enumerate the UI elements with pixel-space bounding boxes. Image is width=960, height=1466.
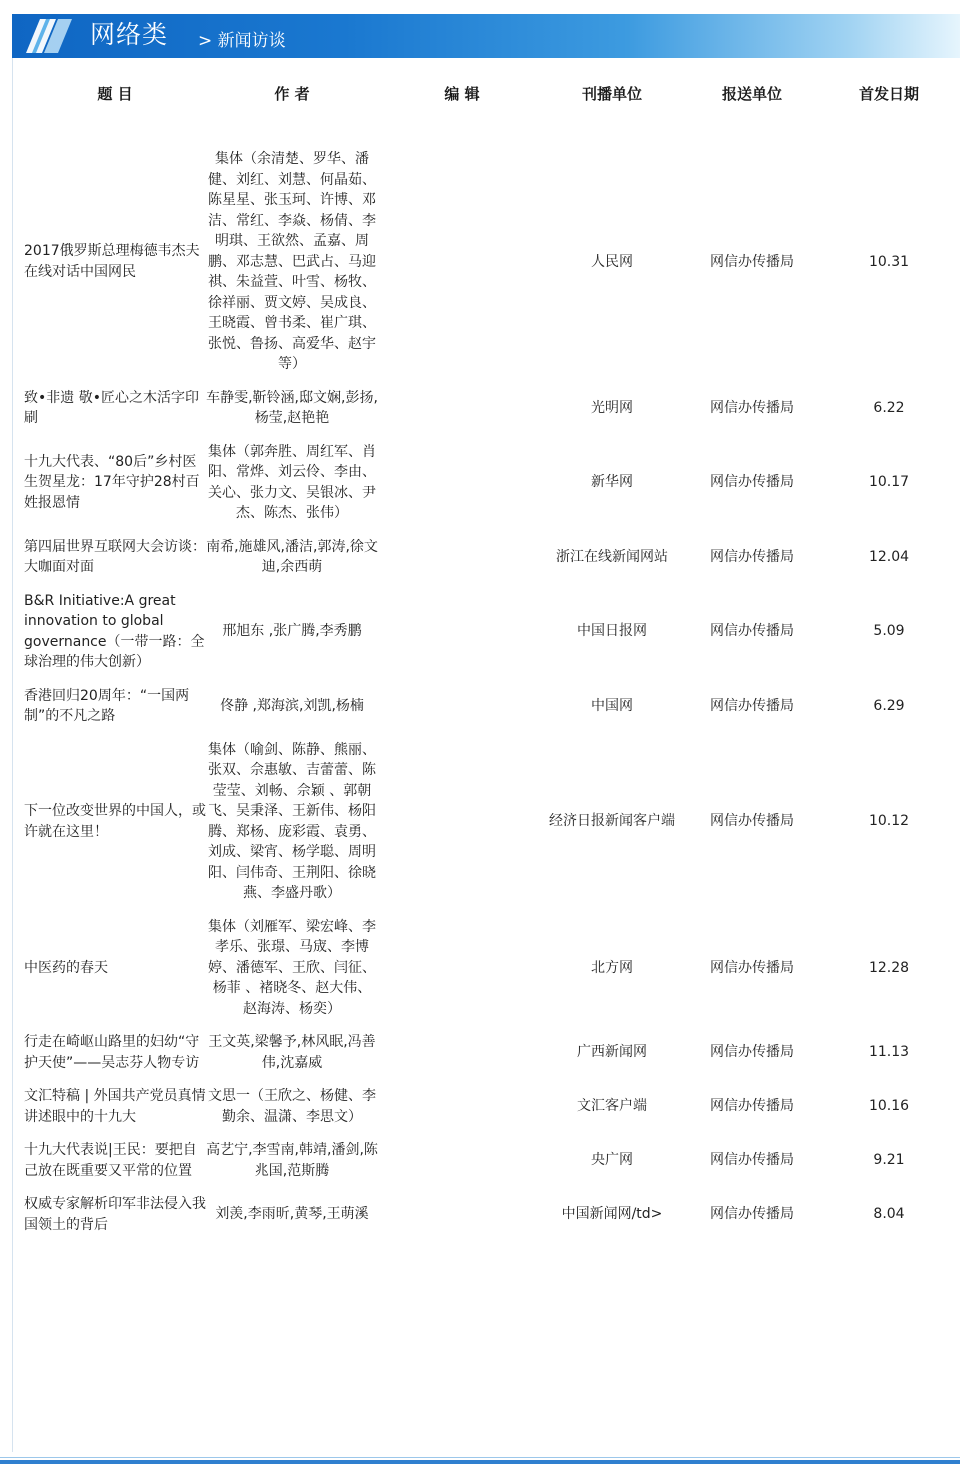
cell-date: 6.22 <box>873 399 905 416</box>
cell-editor <box>378 1134 546 1188</box>
cell-date: 6.29 <box>873 697 905 714</box>
cell-date: 10.16 <box>868 1098 910 1115</box>
cell-publisher: 中国日报网 <box>577 623 647 640</box>
cell-author: 文思一（王欣之、杨健、李勤余、温潇、李思文） <box>208 1088 376 1125</box>
cell-author: 刘羡,李雨昕,黄琴,王萌溪 <box>215 1206 369 1223</box>
cell-editor <box>378 1080 546 1134</box>
cell-editor <box>378 911 546 1027</box>
cell-date: 9.21 <box>873 1152 905 1169</box>
cell-author: 集体（余清楚、罗华、潘健、刘红、刘慧、何晶茹、陈星星、张玉珂、许博、邓洁、常红、李焱、杨倩、李明琪、王欲然、孟嘉、周鹏、邓志慧、巴武占、马迎祺、朱益萱、叶雪、杨牧、徐祥丽、贾文婷、吴成良、王晓霞、曾书柔、崔广琪、张悦、鲁扬、高爱华、赵宇等） <box>208 151 376 372</box>
cell-author: 邢旭东 ,张广腾,李秀鹏 <box>222 623 362 640</box>
cell-submitter: 网信办传播局 <box>710 1152 794 1169</box>
cell-submitter: 网信办传播局 <box>710 548 794 565</box>
header-editor: 编 辑 <box>444 84 480 103</box>
table-row <box>24 680 952 734</box>
cell-title: 第四届世界互联网大会访谈：大咖面对面 <box>24 538 206 575</box>
cell-date: 12.04 <box>868 548 910 565</box>
cell-title: 行走在崎岖山路里的妇幼“守护天使”——吴志芬人物专访 <box>24 1034 200 1071</box>
parallelogram-logo-icon <box>26 18 72 54</box>
table-header-row <box>24 72 952 114</box>
table-row <box>24 1026 952 1080</box>
cell-submitter: 网信办传播局 <box>710 399 794 416</box>
cell-publisher: 人民网 <box>591 253 633 270</box>
cell-author: 集体（刘雁军、梁宏峰、李孝乐、张璟、马宬、李博婷、潘德军、王欣、闫征、杨菲 、褚晓冬、赵大伟、赵海涛、杨奕） <box>208 918 376 1017</box>
header-submitter: 报送单位 <box>721 84 782 103</box>
cell-publisher: 新华网 <box>591 474 633 491</box>
cell-submitter: 网信办传播局 <box>710 253 794 270</box>
cell-title: 十九大代表、“80后”乡村医生贺星龙：17年守护28村百姓报恩情 <box>24 453 200 511</box>
cell-submitter: 网信办传播局 <box>710 1044 794 1061</box>
cell-date: 10.12 <box>868 813 910 830</box>
cell-publisher: 浙江在线新闻网站 <box>556 548 668 565</box>
cell-submitter: 网信办传播局 <box>710 959 794 976</box>
cell-editor <box>378 531 546 585</box>
cell-publisher: 文汇客户端 <box>577 1098 647 1115</box>
cell-editor <box>378 585 546 680</box>
cell-author: 王文英,梁馨予,林风眠,冯善伟,沈嘉威 <box>208 1034 376 1071</box>
table-row <box>24 585 952 680</box>
table-row <box>24 143 952 382</box>
cell-publisher: 中国网 <box>591 697 633 714</box>
cell-author: 高艺宁,李雪南,韩靖,潘剑,陈兆国,范斯腾 <box>206 1142 378 1179</box>
cell-title: 致•非遗 敬•匠心之木活字印刷 <box>24 389 199 426</box>
cell-title: 下一位改变世界的中国人，或许就在这里！ <box>24 803 206 840</box>
category-title: 网络类 <box>90 20 169 49</box>
table-row <box>24 382 952 436</box>
cell-submitter: 网信办传播局 <box>710 1098 794 1115</box>
cell-author: 南希,施雄风,潘洁,郭涛,徐文迪,余西萌 <box>206 538 378 575</box>
cell-date: 8.04 <box>873 1206 905 1223</box>
cell-editor <box>378 734 546 911</box>
cell-publisher: 经济日报新闻客户端 <box>549 813 675 830</box>
header-spacer <box>24 114 952 143</box>
cell-editor <box>378 382 546 436</box>
header-title: 题 目 <box>97 84 133 103</box>
cell-editor <box>378 436 546 531</box>
cell-author: 集体（喻剑、陈静、熊丽、张双、佘惠敏、吉蕾蕾、陈莹莹、刘畅、佘颖 、郭朝飞、吴秉泽、王新伟、杨阳腾、郑杨、庞彩霞、袁勇、刘成、梁宵、杨学聪、周明阳、闫伟奇、王荆阳、徐晓燕、李盛丹歌） <box>208 741 376 901</box>
cell-title: 文汇特稿 | 外国共产党员真情讲述眼中的十九大 <box>24 1088 206 1125</box>
table-row <box>24 734 952 911</box>
subcategory-link[interactable]: > 新闻访谈 <box>198 31 286 51</box>
cell-editor <box>378 143 546 382</box>
cell-submitter: 网信办传播局 <box>710 697 794 714</box>
footer-divider-light <box>0 1457 960 1458</box>
cell-publisher: 中国新闻网/td> <box>561 1206 663 1223</box>
cell-title: 权威专家解析印军非法侵入我国领土的背后 <box>24 1196 206 1233</box>
header-spacer-cell <box>24 114 952 143</box>
awards-table <box>24 72 952 1242</box>
table-row <box>24 911 952 1027</box>
cell-title: 中医药的春天 <box>24 959 108 976</box>
table-row <box>24 1134 952 1188</box>
section-banner <box>12 14 960 58</box>
cell-submitter: 网信办传播局 <box>710 623 794 640</box>
cell-date: 5.09 <box>873 623 905 640</box>
cell-date: 10.31 <box>868 253 910 270</box>
cell-publisher: 广西新闻网 <box>577 1044 647 1061</box>
header-author: 作 者 <box>274 84 310 103</box>
cell-title: 十九大代表说|王民：要把自己放在既重要又平常的位置 <box>24 1142 197 1179</box>
cell-date: 12.28 <box>868 959 910 976</box>
table-row <box>24 1080 952 1134</box>
cell-author: 佟静 ,郑海滨,刘凯,杨楠 <box>220 697 364 714</box>
cell-submitter: 网信办传播局 <box>710 813 794 830</box>
cell-date: 10.17 <box>868 474 910 491</box>
footer-divider <box>0 1460 960 1464</box>
header-date: 首发日期 <box>858 84 919 103</box>
table-body <box>24 143 952 1242</box>
cell-editor <box>378 680 546 734</box>
cell-publisher: 光明网 <box>591 399 633 416</box>
cell-publisher: 北方网 <box>591 959 633 976</box>
cell-title: 2017俄罗斯总理梅德韦杰夫在线对话中国网民 <box>24 243 200 280</box>
table-row <box>24 1188 952 1242</box>
cell-author: 集体（郭奔胜、周红军、肖阳、常烨、刘云伶、李由、关心、张力文、吴银冰、尹杰、陈杰、张伟） <box>208 443 376 521</box>
header-publisher: 刊播单位 <box>581 84 642 103</box>
cell-submitter: 网信办传播局 <box>710 1206 794 1223</box>
cell-date: 11.13 <box>868 1044 910 1061</box>
cell-editor <box>378 1188 546 1242</box>
cell-title: 香港回归20周年：“一国两制”的不凡之路 <box>24 687 190 724</box>
cell-author: 车静雯,靳铃涵,邸文娴,彭扬,杨莹,赵艳艳 <box>206 389 378 426</box>
cell-editor <box>378 1026 546 1080</box>
table-row <box>24 436 952 531</box>
cell-submitter: 网信办传播局 <box>710 474 794 491</box>
table-row <box>24 531 952 585</box>
cell-title: B&R Initiative:A great innovation to global governance（一带一路：全球治理的伟大创新） <box>24 592 205 670</box>
cell-publisher: 央广网 <box>591 1152 633 1169</box>
